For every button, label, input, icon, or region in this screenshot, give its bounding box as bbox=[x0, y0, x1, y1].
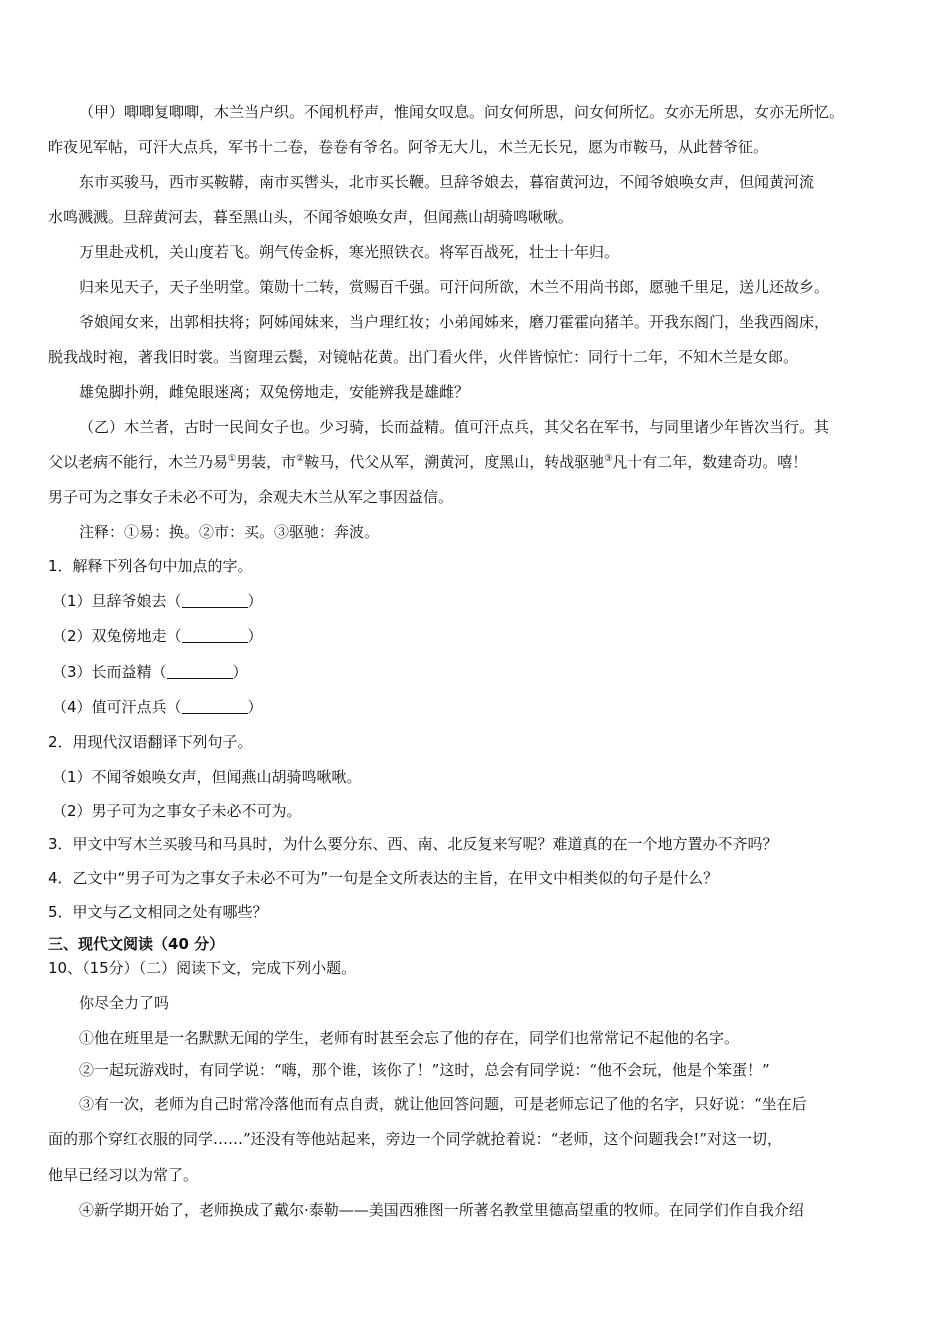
passage-jia-line: 雄兔脚扑朔，雌兔眼迷离；双兔傍地走，安能辨我是雄雌？ bbox=[79, 383, 470, 401]
passage-yi-line: （乙）木兰者，古时一民间女子也。少习骑，长而益精。值可汗点兵，其父名在军书，与同里诸少年皆次当行。其 bbox=[79, 418, 830, 436]
question-1-item: （2）双兔傍地走（ ） bbox=[52, 627, 263, 645]
passage-yi-text: 凡十有二年，数建奇功。嘻！ bbox=[612, 453, 808, 471]
question-2-item: （2）男子可为之事女子未必不可为。 bbox=[52, 802, 302, 820]
article-paragraph: 他早已经习以为常了。 bbox=[48, 1166, 199, 1184]
answer-blank[interactable] bbox=[182, 593, 248, 608]
passage-yi-text: 鞍马，代父从军，溯黄河，度黑山，转战驱驰 bbox=[304, 453, 605, 471]
question-5: 5．甲文与乙文相同之处有哪些？ bbox=[48, 903, 268, 921]
question-4: 4．乙文中“男子可为之事女子未必不可为”一句是全文所表达的主旨，在甲文中相类似的句子是什么？ bbox=[48, 869, 719, 887]
passage-jia-line: 归来见天子，天子坐明堂。策勋十二转，赏赐百千强。可汗问所欲，木兰不用尚书郎，愿驰千里足，送儿还故乡。 bbox=[79, 278, 830, 296]
answer-blank[interactable] bbox=[182, 628, 248, 643]
section-heading: 三、现代文阅读（40 分） bbox=[48, 935, 225, 953]
article-paragraph: ③有一次，老师为自己时常冷落他而有点自责，就让他回答问题，可是老师忘记了他的名字，只好说：“坐在后 bbox=[79, 1095, 807, 1113]
article-paragraph: 面的那个穿红衣服的同学……”还没有等他站起来，旁边一个同学就抢着说：“老师，这个问题我会!”对这一切， bbox=[48, 1130, 783, 1148]
question-2-item: （1）不闻爷娘唤女声，但闻燕山胡骑鸣啾啾。 bbox=[52, 768, 362, 786]
question-2: 2．用现代汉语翻译下列句子。 bbox=[48, 733, 253, 751]
passage-yi-text: 男装，市 bbox=[236, 453, 297, 471]
passage-jia-line: 昨夜见军帖，可汗大点兵，军书十二卷，卷卷有爷名。阿爷无大儿，木兰无长兄，愿为市鞍马，从此替爷征。 bbox=[48, 138, 769, 156]
footnote-marker: ③ bbox=[604, 454, 613, 464]
answer-blank[interactable] bbox=[167, 664, 233, 679]
article-paragraph: ④新学期开始了，老师换成了戴尔·泰勒——美国西雅图一所著名教堂里德高望重的牧师。在同学们作自我介绍 bbox=[79, 1201, 804, 1219]
passage-yi-line: 男子可为之事女子未必不可为，余观夫木兰从军之事因益信。 bbox=[48, 488, 454, 506]
passage-yi-line bbox=[48, 451, 807, 473]
passage-jia-line: 脱我战时袍，著我旧时裳。当窗理云鬓，对镜帖花黄。出门看火伴，火伴皆惊忙：同行十二年，不知木兰是女郎。 bbox=[48, 348, 799, 366]
footnote-marker: ② bbox=[296, 454, 305, 464]
footnote-marker: ① bbox=[228, 454, 237, 464]
article-paragraph: ②一起玩游戏时，有同学说：“嗨，那个谁，该你了！”这时，总会有同学说：“他不会玩，他是个笨蛋！” bbox=[79, 1061, 770, 1079]
article-title: 你尽全力了吗 bbox=[79, 994, 170, 1012]
question-1: 1．解释下列各句中加点的字。 bbox=[48, 557, 253, 575]
article-paragraph: ①他在班里是一名默默无闻的学生，老师有时甚至会忘了他的存在，同学们也常常记不起他的名字。 bbox=[79, 1029, 740, 1047]
question-1-item: （3）长而益精（ ） bbox=[52, 663, 248, 681]
passage-jia-line: （甲）唧唧复唧唧，木兰当户织。不闻机杼声，惟闻女叹息。问女何所思，问女何所忆。女亦无所思，女亦无所忆。 bbox=[79, 103, 845, 121]
question-3: 3．甲文中写木兰买骏马和马具时，为什么要分东、西、南、北反复来写呢？难道真的在一个地方置办不齐吗？ bbox=[48, 835, 778, 853]
passage-yi-text: 父以老病不能行，木兰乃易 bbox=[48, 453, 229, 471]
question-1-item: （1）旦辞爷娘去（ ） bbox=[52, 592, 263, 610]
passage-jia-line: 东市买骏马，西市买鞍鞯，南市买辔头，北市买长鞭。旦辞爷娘去，暮宿黄河边，不闻爷娘唤女声，但闻黄河流 bbox=[79, 173, 815, 191]
notes: 注释：①易：换。②市：买。③驱驰：奔波。 bbox=[79, 523, 380, 541]
passage-jia-line: 爷娘闻女来，出郭相扶将；阿姊闻妹来，当户理红妆；小弟闻姊来，磨刀霍霍向猪羊。开我东阁门，坐我西阁床， bbox=[79, 313, 830, 331]
section-intro: 10、（15分）（二）阅读下文，完成下列小题。 bbox=[48, 959, 357, 977]
question-1-item: （4）值可汗点兵（ ） bbox=[52, 698, 263, 716]
passage-jia-line: 万里赴戎机，关山度若飞。朔气传金柝，寒光照铁衣。将军百战死，壮士十年归。 bbox=[79, 243, 620, 261]
answer-blank[interactable] bbox=[182, 699, 248, 714]
passage-jia-line: 水鸣溅溅。旦辞黄河去，暮至黑山头，不闻爷娘唤女声，但闻燕山胡骑鸣啾啾。 bbox=[48, 208, 574, 226]
